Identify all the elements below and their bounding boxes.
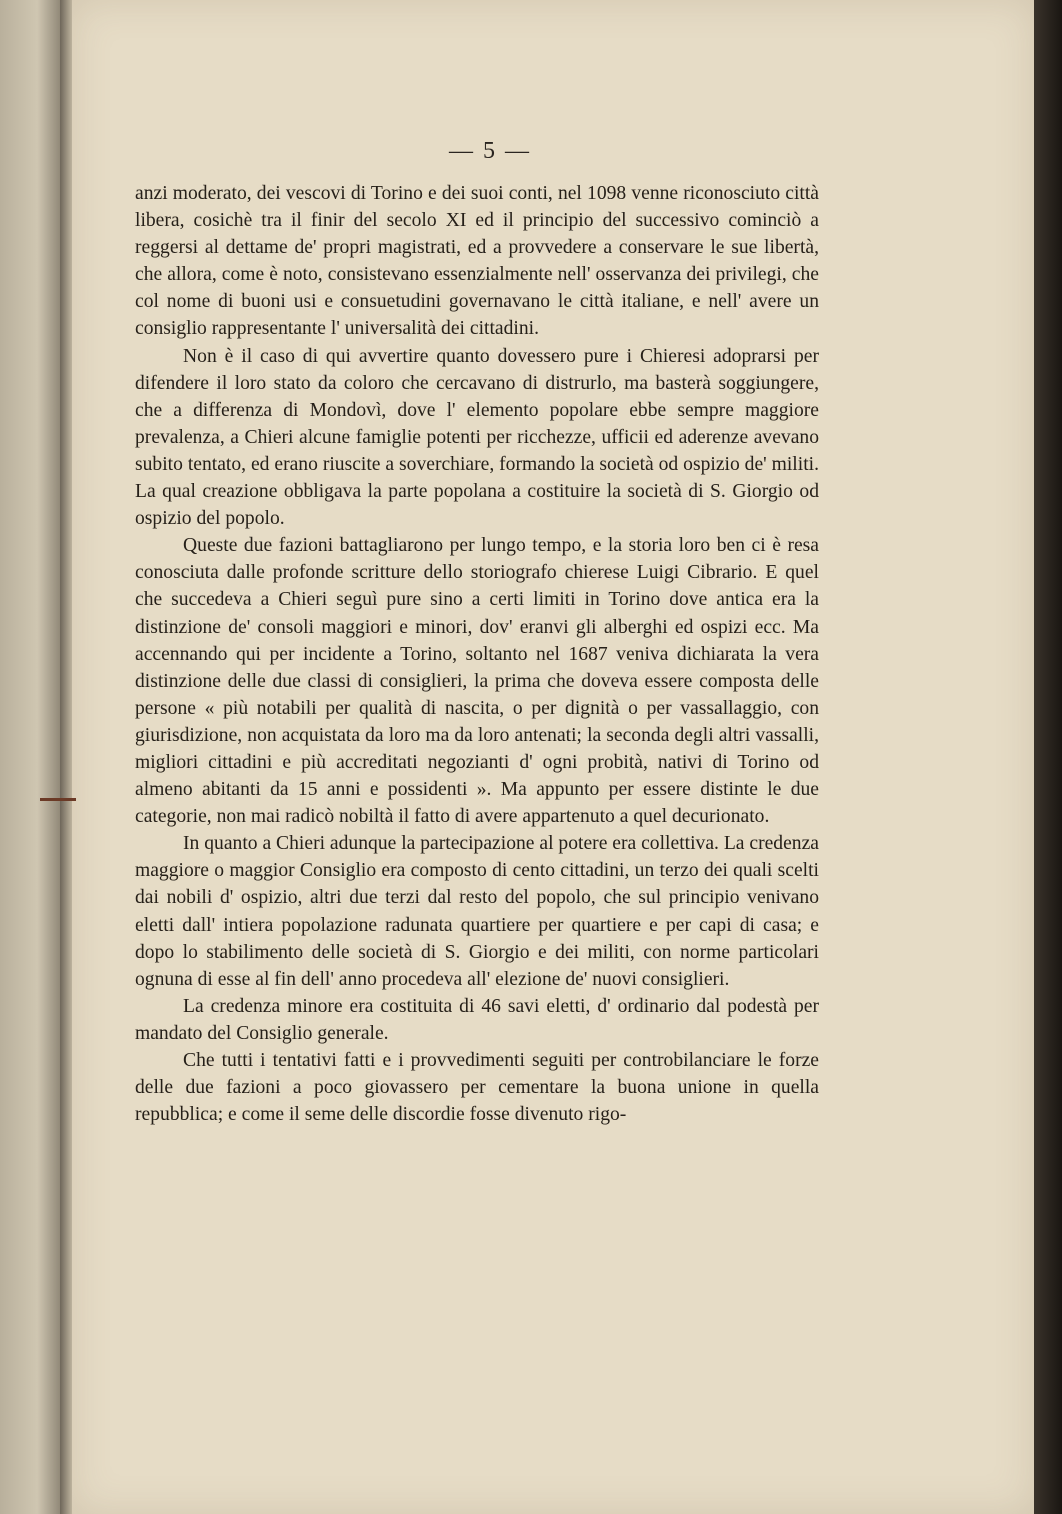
paragraph-2: Non è il caso di qui avvertire quanto dovessero pure i Chieresi adoprarsi per difendere il loro stato da coloro che cercavano di distrurlo, ma basterà soggiungere, che a differenza di Mondovì, dove l' elemento popolare ebbe sempre maggiore prevalenza, a Chieri alcune famiglie potenti per ricchezze, ufficii ed aderenze avevano subito tentato, ed erano riuscite a soverchiare, formando la società od ospizio de' militi. La qual creazione obbligava la parte popolana a costituire la società di S. Giorgio od ospizio del popolo. (135, 345, 819, 530)
paragraph-6: Che tutti i tentativi fatti e i provvedimenti seguiti per controbilanciare le forze delle due fazioni a poco giovassero per cementare la buona unione in quella repubblica; e come il seme delle discordie fosse divenuto rigo- (135, 1050, 819, 1126)
right-edge-shadow (1034, 0, 1062, 1514)
page-number: — 5 — (449, 138, 531, 164)
margin-mark (40, 798, 76, 801)
paragraph-5: La credenza minore era costituita di 46 savi eletti, d' ordinario dal podestà per mandato del Consiglio generale. (135, 995, 819, 1044)
paragraph-1: anzi moderato, dei vescovi di Torino e dei suoi conti, nel 1098 venne riconosciuto città libera, cosichè tra il finir del secolo XI ed il principio del successivo cominciò a reggersi al dettame de' propri magistrati, ed a provvedere a conservare le sue libertà, che allora, come è noto, consistevano essenzialmente nell' osservanza dei privilegi, che col nome di buoni usi e consuetudini governavano le città italiane, e nell' avere un consiglio rappresentante l' universalità dei cittadini. (135, 183, 819, 340)
previous-page-edge (0, 0, 62, 1514)
paragraph-4: In quanto a Chieri adunque la partecipazione al potere era collettiva. La credenza maggiore o maggior Consiglio era composto di cento cittadini, un terzo dei quali scelti dai nobili d' ospizio, altri due terzi dal resto del popolo, che sul principio venivano eletti dall' intiera popolazione radunata quartiere per quartiere e per capi di casa; e dopo lo stabilimento delle società di S. Giorgio e dei militi, con norme particolari ognuna di esse al fin dell' anno procedeva all' elezione de' nuovi consiglieri. (135, 833, 819, 990)
body-text (135, 180, 819, 1128)
paragraph-3: Queste due fazioni battagliarono per lungo tempo, e la storia loro ben ci è resa conosciuta dalle profonde scritture dello storiografo chierese Luigi Cibrario. E quel che succedeva a Chieri seguì pure sino a certi limiti in Torino dove antica era la distinzione de' consoli maggiori e minori, dov' eranvi gli alberghi ed ospizi ecc. Ma accennando qui per incidente a Torino, soltanto nel 1687 veniva dichiarata la vera distinzione delle due classi di consiglieri, la prima che doveva essere composta delle persone « più notabili per qualità di nascita, o per dignità o per vassallaggio, con giurisdizione, non acquistata da loro ma da loro antenati; la seconda degli altri vassalli, migliori cittadini e più accreditati negozianti d' ogni probità, nativi di Torino od almeno abitanti da 15 anni e possidenti ». Ma appunto per essere distinte le due categorie, non mai radicò nobiltà il fatto di avere appartenuto a quel decurionato. (135, 535, 819, 828)
